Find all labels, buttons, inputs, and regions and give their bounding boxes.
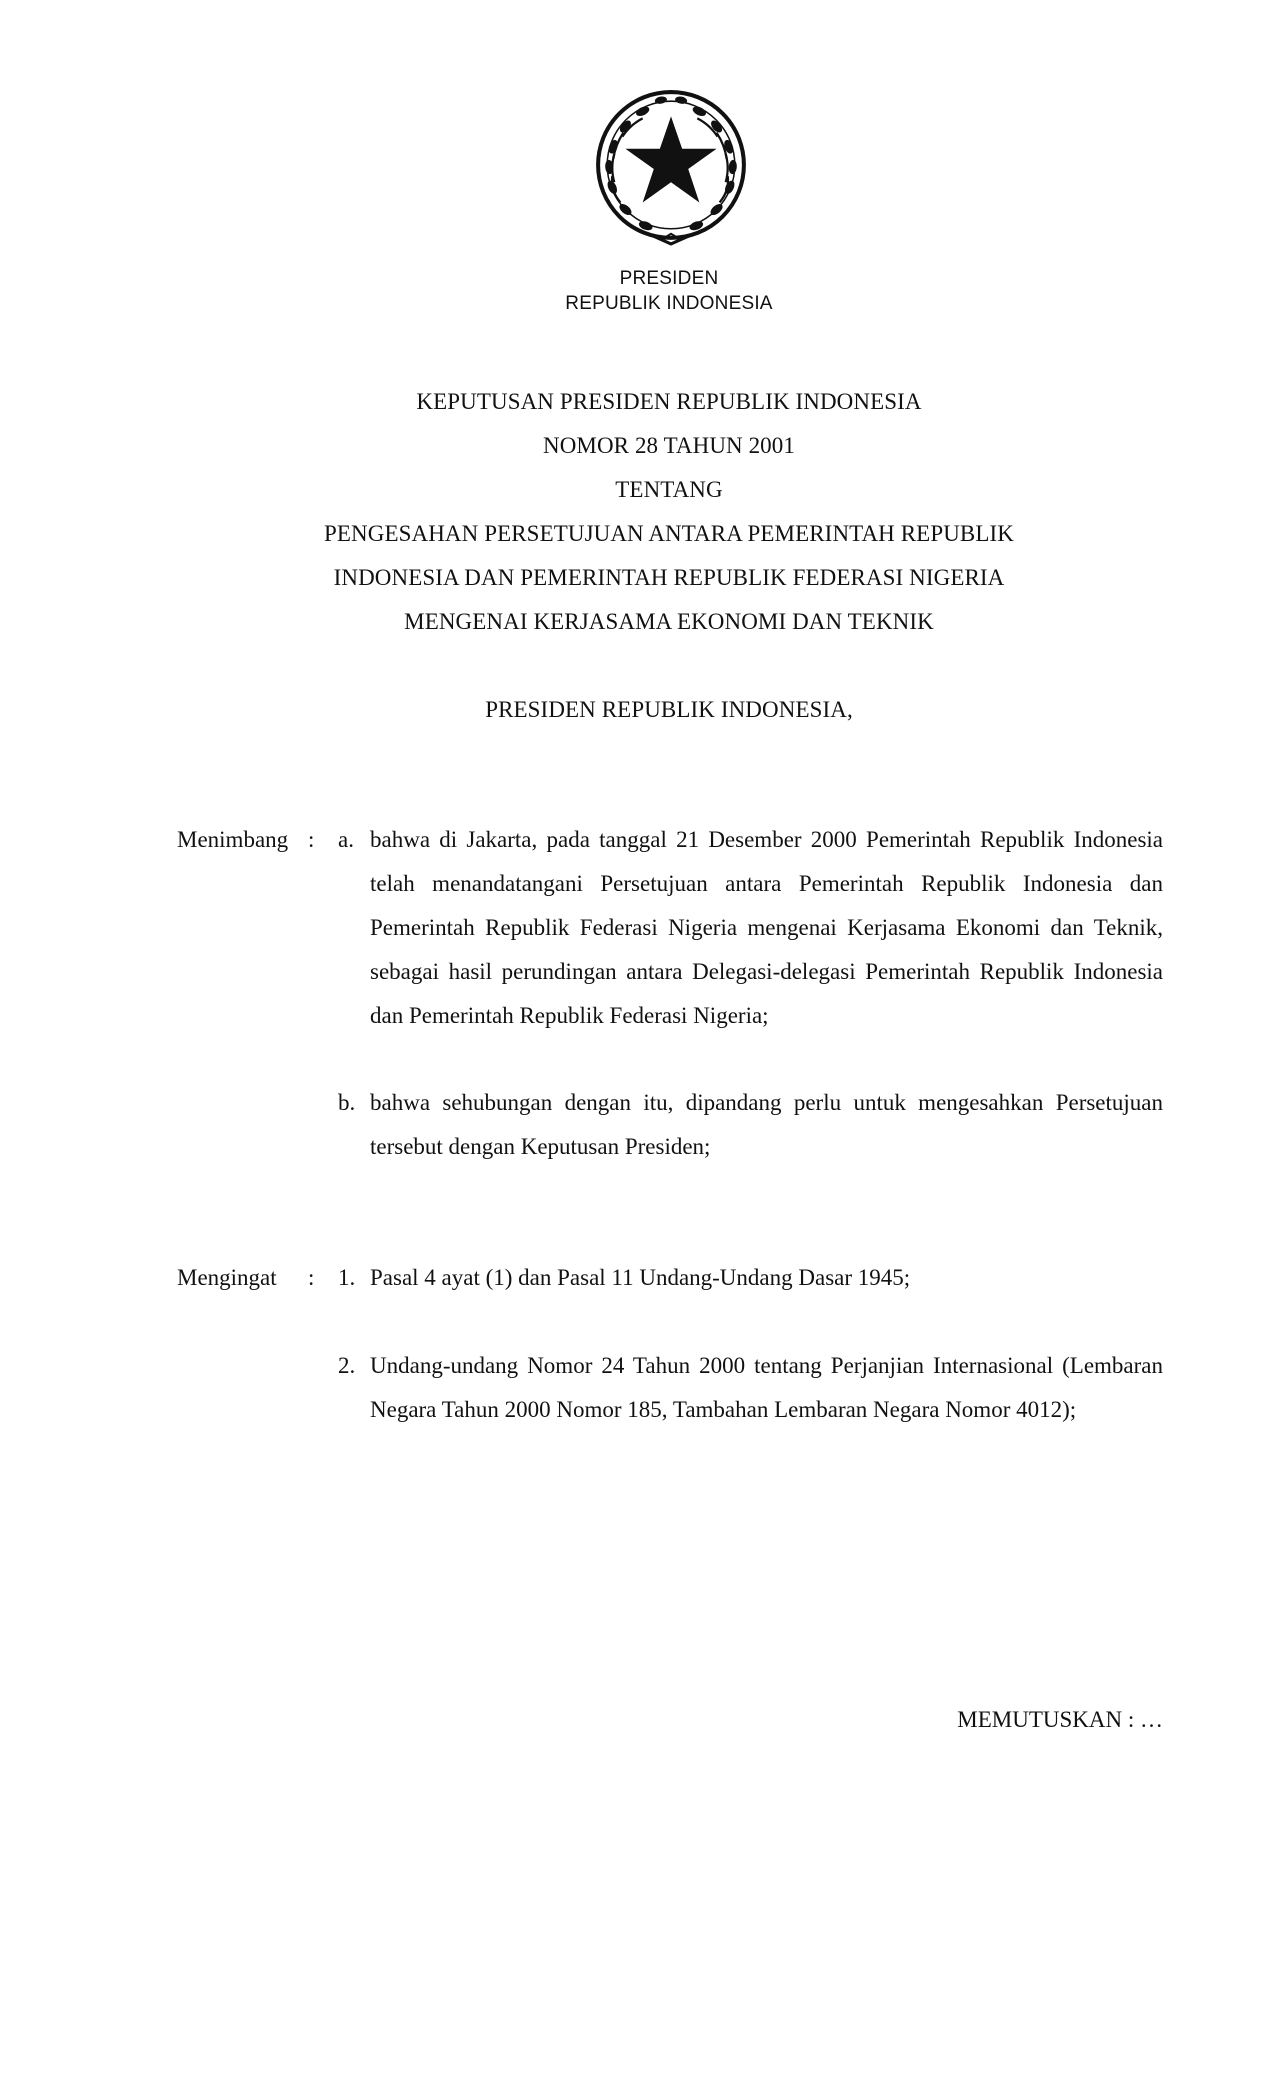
decree-subject-line-3: MENGENAI KERJASAMA EKONOMI DAN TEKNIK [404,609,934,634]
menimbang-marker-a: a. [338,827,354,852]
preamble: PRESIDEN REPUBLIK INDONESIA, [485,697,853,722]
menimbang-colon: : [308,827,315,852]
header-republic: REPUBLIK INDONESIA [565,293,773,314]
mengingat-item-1: Pasal 4 ayat (1) dan Pasal 11 Undang-Undang Dasar 1945; [370,1265,911,1290]
menimbang-marker-b: b. [338,1090,356,1115]
decree-subject-line-1: PENGESAHAN PERSETUJUAN ANTARA PEMERINTAH REPUBLIK [324,521,1014,546]
mengingat-marker-1: 1. [338,1265,356,1290]
star-wreath-emblem-icon [590,86,752,248]
menimbang-item-a: bahwa di Jakarta, pada tanggal 21 Desember 2000 Pemerintah Republik Indonesia telah menandatangani Persetujuan antara Pemerintah Republik Indonesia dan Pemerintah Republik Federasi Nigeria mengenai Kerjasama Ekonomi dan Teknik, sebagai hasil perundingan antara Delegasi-delegasi Pemerintah Republik Indonesia dan Pemerintah Republik Federasi Nigeria; [370,827,1163,1028]
mengingat-label: Mengingat [177,1265,277,1290]
menimbang-item-b: bahwa sehubungan dengan itu, dipandang perlu untuk mengesahkan Persetujuan tersebut dengan Keputusan Presiden; [370,1090,1163,1159]
emblem-graphic [590,86,752,248]
decree-about: TENTANG [615,477,723,502]
decree-subject-line-2: INDONESIA DAN PEMERINTAH REPUBLIK FEDERASI NIGERIA [333,565,1005,590]
header-president: PRESIDEN [619,268,719,289]
menimbang-label: Menimbang [177,827,289,852]
mengingat-colon: : [308,1265,315,1290]
decree-number: NOMOR 28 TAHUN 2001 [542,433,795,458]
decree-title: KEPUTUSAN PRESIDEN REPUBLIK INDONESIA [416,389,922,414]
mengingat-item-2: Undang-undang Nomor 24 Tahun 2000 tentang Perjanjian Internasional (Lembaran Negara Tahun 2000 Nomor 185, Tambahan Lembaran Negara Nomor 4012); [370,1353,1163,1422]
mengingat-marker-2: 2. [338,1353,356,1378]
closing-continuation: MEMUTUSKAN : … [957,1707,1163,1732]
